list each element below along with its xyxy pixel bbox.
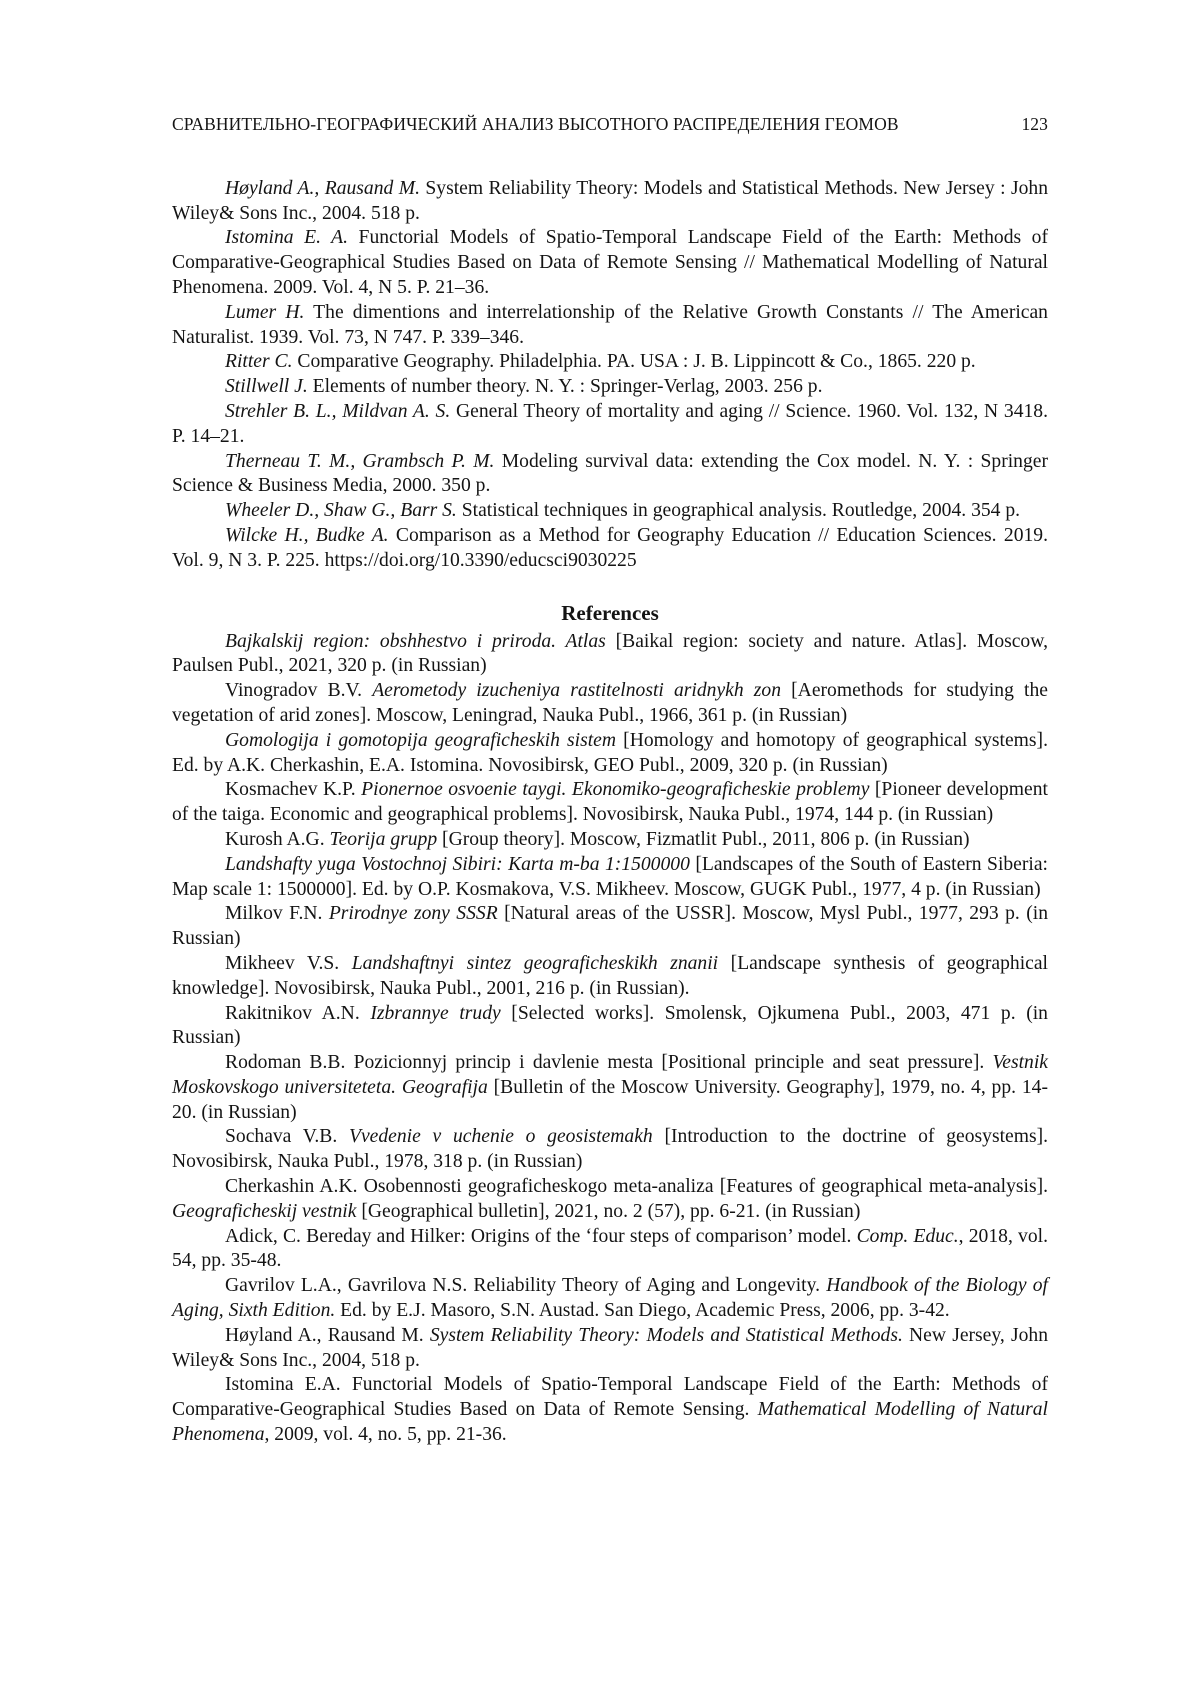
entry-title: Landshaftnyi sintez geograficheskikh znanii [351,952,719,974]
entry-text: Modeling survival data: extending the Cox model. N. Y. : Springer Science & Business Media, 2000. 350 p. [172,450,1048,497]
bibliography-entry [172,450,1048,500]
entry-text: Høyland A., Rausand M. [225,1324,430,1346]
entry-text: General Theory of mortality and aging // Science. 1960. Vol. 132, N 3418. P. 14–21. [172,400,1048,447]
bibliography-entry [172,350,1048,375]
entry-text: Kurosh A.G. [225,828,330,850]
reference-entry [172,679,1048,729]
entry-authors: Strehler B. L., Mildvan A. S. [225,400,451,422]
reference-entry [172,1225,1048,1275]
entry-title: Prirodnye zony SSSR [328,903,498,925]
reference-entry [172,1051,1048,1125]
entry-text: New Jersey, John Wiley& Sons Inc., 2004, 518 p. [172,1324,1048,1371]
entry-text: System Reliability Theory: Models and Statistical Methods. New Jersey : John Wiley& Sons Inc., 2004. 518 p. [172,177,1048,224]
reference-entry [172,952,1048,1002]
entry-text: [Landscape synthesis of geographical knowledge]. Novosibirsk, Nauka Publ., 2001, 216 p. (in Russian). [172,952,1048,999]
reference-entry [172,729,1048,779]
reference-entry [172,853,1048,903]
reference-entry [172,1125,1048,1175]
entry-text: Ed. by E.J. Masoro, S.N. Austad. San Diego, Academic Press, 2006, pp. 3-42. [335,1300,950,1322]
bibliography-entry [172,226,1048,300]
page-number: 123 [1021,114,1048,134]
bibliography-entry [172,524,1048,574]
entry-text: Gavrilov L.A., Gavrilova N.S. Reliability Theory of Aging and Longevity. [225,1275,827,1297]
entry-authors: Stillwell J. [225,376,308,398]
entry-text: [Pioneer development of the taiga. Economic and geographical problems]. Novosibirsk, Nauka Publ., 1974, 144 p. (in Russian) [172,779,1048,826]
bibliography-entry [172,177,1048,227]
entry-text: Comparison as a Method for Geography Education // Education Sciences. 2019. Vol. 9, N 3. P. 225. https://doi.org/10.3390/educsci9030225 [172,524,1048,571]
entry-text: , 2018, vol. 54, pp. 35-48. [172,1225,1048,1272]
entry-title: Vestnik Moskovskogo universiteteta. Geografija [172,1052,1048,1098]
running-header [172,112,1048,137]
entry-text: The dimentions and interrelationship of the Relative Growth Constants // The American Naturalist. 1939. Vol. 73, N 747. P. 339–346. [172,301,1048,348]
entry-text: [Selected works]. Smolensk, Ojkumena Publ., 2003, 471 p. (in Russian) [172,1002,1048,1049]
bibliography-entry [172,499,1048,524]
entry-text: Mikheev V.S. [225,952,352,974]
reference-entry [172,828,1048,853]
entry-title: Aerometody izucheniya rastitelnosti aridnykh zon [372,680,782,702]
entry-text: [Natural areas of the USSR]. Moscow, Mysl Publ., 1977, 293 p. (in Russian) [172,903,1048,950]
entry-text: Milkov F.N. [225,903,329,925]
entry-authors: Istomina E. A. [225,227,349,249]
entry-title: Pionernoe osvoenie taygi. Ekonomiko-geograficheskie problemy [361,779,870,801]
reference-entry [172,778,1048,828]
running-title: СРАВНИТЕЛЬНО-ГЕОГРАФИЧЕСКИЙ АНАЛИЗ ВЫСОТНОГО РАСПРЕДЕЛЕНИЯ ГЕОМОВ [172,114,899,134]
entry-text: [Geographical bulletin], 2021, no. 2 (57), pp. 6-21. (in Russian) [356,1200,861,1222]
reference-entry [172,1002,1048,1052]
entry-authors: Lumer H. [225,301,305,323]
entry-text: Comparative Geography. Philadelphia. PA. USA : J. B. Lippincott & Co., 1865. 220 p. [292,351,976,373]
entry-text: Elements of number theory. N. Y. : Springer-Verlag, 2003. 256 p. [307,376,823,398]
reference-entry [172,1324,1048,1374]
entry-text: , 2009, vol. 4, no. 5, pp. 21-36. [264,1424,507,1446]
references-heading: References [561,600,659,625]
entry-text: Adick, C. Bereday and Hilker: Origins of the ‘four steps of comparison’ model. [225,1225,857,1247]
entry-authors: Wheeler D., Shaw G., Barr S. [225,500,457,522]
bibliography-entry [172,375,1048,400]
entry-title: Teorija grupp [329,828,438,850]
entry-authors: Wilcke H., Budke A. [225,524,389,546]
reference-entry [172,630,1048,680]
bibliography-list [172,177,1048,574]
entry-title: Mathematical Modelling of Natural Phenomena [172,1399,1048,1446]
entry-text: Rakitnikov A.N. [225,1002,371,1024]
entry-title: Handbook of the Biology of Aging, Sixth Edition. [172,1275,1048,1322]
entry-title: Gomologija i gomotopija geograficheskih sistem [225,729,617,751]
bibliography-entry [172,301,1048,351]
entry-text: [Bulletin of the Moscow University. Geography], 1979, no. 4, pp. 14-20. (in Russian) [172,1076,1048,1123]
entry-text: [Group theory]. Moscow, Fizmatlit Publ., 2011, 806 p. (in Russian) [437,828,970,850]
entry-text: Kosmachev K.P. [225,779,362,801]
reference-entry [172,1175,1048,1225]
reference-entry [172,1274,1048,1324]
entry-text: Sochava V.B. [225,1126,349,1148]
entry-authors: Therneau T. M., Grambsch P. M. [225,450,495,472]
entry-text: [Introduction to the doctrine of geosystems]. Novosibirsk, Nauka Publ., 1978, 318 p. (in Russian) [172,1126,1049,1173]
references-list [172,630,1048,1448]
entry-title: Izbrannye trudy [370,1002,501,1024]
entry-title: Landshafty yuga Vostochnoj Sibiri: Karta m-ba 1:1500000 [225,853,690,875]
entry-title: Comp. Educ. [856,1225,959,1247]
entry-text: Rodoman B.B. Pozicionnyj princip i davlenie mesta [Positional principle and seat pressure]. [225,1052,993,1074]
entry-text: [Landscapes of the South of Eastern Siberia: Map scale 1: 1500000]. Ed. by O.P. Kosmakova, V.S. Mikheev. Moscow, GUGK Publ., 1977, 4 p. (in Russian) [172,853,1048,900]
entry-text: [Homology and homotopy of geographical systems]. Ed. by A.K. Cherkashin, E.A. Istomina. Novosibirsk, GEO Publ., 2009, 320 p. (in Russian) [172,729,1048,776]
page [172,112,1048,1448]
entry-title: Vvedenie v uchenie o geosistemakh [349,1126,653,1148]
entry-title: System Reliability Theory: Models and Statistical Methods. [429,1324,903,1346]
entry-title: Geograficheskij vestnik [172,1200,357,1222]
bibliography-entry [172,400,1048,450]
entry-text: Istomina E.A. Functorial Models of Spatio-Temporal Landscape Field of the Earth: Methods of Comparative-Geographical Studies Based on Data of Remote Sensing. [172,1374,1048,1421]
entry-text: Statistical techniques in geographical analysis. Routledge, 2004. 354 p. [456,500,1021,522]
entry-text: Cherkashin A.K. Osobennosti geograficheskogo meta-analiza [Features of geographical meta-analysis]. [225,1176,1048,1198]
entry-text: Vinogradov B.V. [225,680,373,702]
entry-authors: Ritter C. [225,351,293,373]
reference-entry [172,902,1048,952]
entry-text: [Aeromethods for studying the vegetation of arid zones]. Moscow, Leningrad, Nauka Publ., 1966, 361 p. (in Russian) [172,680,1048,726]
entry-authors: Høyland A., Rausand M. [225,177,420,199]
entry-title: Bajkalskij region: obshhestvo i priroda. Atlas [225,630,606,652]
entry-text: [Baikal region: society and nature. Atlas]. Moscow, Paulsen Publ., 2021, 320 p. (in Russian) [172,630,1049,677]
reference-entry [172,1373,1048,1447]
entry-text: Functorial Models of Spatio-Temporal Landscape Field of the Earth: Methods of Comparative-Geographical Studies Based on Data of Remote Sensing // Mathematical Modelling of Natural Phenomena. 2009. Vol. 4, N 5. P. 21–36. [172,227,1048,298]
